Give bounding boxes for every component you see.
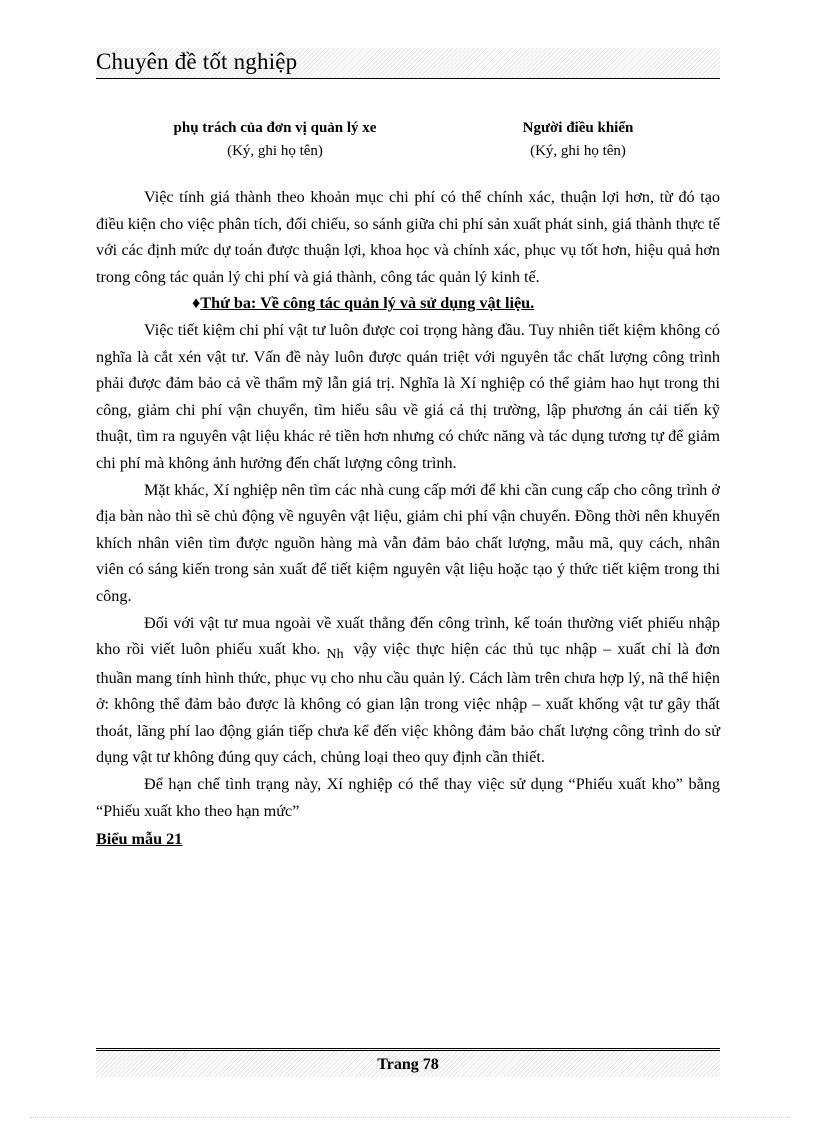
page-bottom-divider (30, 1117, 790, 1118)
section-heading-text: Thứ ba: Về công tác quản lý và sử dụng vật liệu. (200, 294, 535, 313)
paragraph-3: Mặt khác, Xí nghiệp nên tìm các nhà cung cấp mới để khi cần cung cấp cho công trình ở địa bàn nào thì sẽ chủ động về nguyên vật liệu, giảm chi phí vận chuyển. Đồng thời nên khuyến khích nhân viên tìm được nguồn hàng mà vẫn đảm bảo chất lượng, mẫu mã, quy cách, nhân viên có sáng kiến trong sản xuất để tiết kiệm nguyên vật liệu hoặc tạo ý thức tiết kiệm trong thi công. (96, 480, 720, 605)
paragraph-4-nh-fragment: Nh (326, 647, 344, 663)
section-heading (96, 290, 720, 317)
paragraph-4-part-b: vậy việc thực hiện các thủ tục nhập – xuất chỉ là đơn thuần mang tính hình thức, phục vụ cho nhu cầu quản lý. Cách làm trên chưa hợp lý, nã thể hiện ở: không thể đảm bảo được là không có gian lận trong việc nhập – xuất khống vật tư gây thất thoát, lãng phí lao động gián tiếp chưa kể đến việc không đảm bảo chất lượng công trình do sử dụng vật tư không đúng quy cách, chủng loại theo quy định cần thiết. (96, 640, 721, 767)
header-title: Chuyên đề tốt nghiệp (96, 49, 298, 74)
signature-row (96, 118, 720, 168)
paragraph-4 (96, 610, 720, 772)
page-number: Trang 78 (377, 1056, 439, 1073)
signature-left-note: (Ký, ghi họ tên) (227, 143, 323, 159)
diamond-bullet-icon: ♦ (192, 294, 201, 313)
document-body (96, 184, 720, 853)
signature-right (478, 118, 678, 164)
signature-left-role: phụ trách của đơn vị quản lý xe (173, 120, 377, 136)
signature-left (140, 118, 410, 164)
paragraph-1: Việc tính giá thành theo khoản mục chi phí có thể chính xác, thuận lợi hơn, từ đó tạo điều kiện cho việc phân tích, đối chiếu, so sánh giữa chi phí sản xuất phát sinh, giá thành thực tế với các định mức dự toán được thuận lợi, khoa học và chính xác, phục vụ tốt hơn, hiệu quả hơn trong công tác quản lý chi phí và giá thành, công tác quản lý kinh tế. (96, 188, 720, 286)
form-label: Biểu mẫu 21 (96, 830, 183, 849)
paragraph-4-part-a: Đối với vật tư mua ngoài về xuất thẳng đến công trình, kế toán thường viết phiếu nhập kho rồi viết luôn phiếu xuất kho. (96, 613, 720, 659)
paragraph-5: Để hạn chế tình trạng này, Xí nghiệp có thể thay việc sử dụng “Phiếu xuất kho” bằng “Phiếu xuất kho theo hạn mức” (96, 775, 720, 820)
signature-right-role: Người điều khiển (522, 120, 634, 136)
page-footer (96, 1048, 720, 1077)
signature-right-note: (Ký, ghi họ tên) (530, 143, 626, 159)
paragraph-2: Việc tiết kiệm chi phí vật tư luôn được coi trọng hàng đầu. Tuy nhiên tiết kiệm không có nghĩa là cắt xén vật tư. Vấn đề này luôn được quán triệt với nguyên tắc chất lượng công trình phải được đảm bảo cả về thẩm mỹ lẫn giá trị. Nghĩa là Xí nghiệp có thể giảm hao hụt trong thi công, giảm chi phí vận chuyển, tìm hiểu sâu về giá cả thị trường, lập phương án cải tiến kỹ thuật, tìm ra nguyên vật liệu khác rẻ tiền hơn nhưng có chức năng và tác dụng tương tự để giảm chi phí mà không ảnh hưởng đến chất lượng công trình. (96, 320, 720, 472)
page-header (96, 48, 720, 79)
